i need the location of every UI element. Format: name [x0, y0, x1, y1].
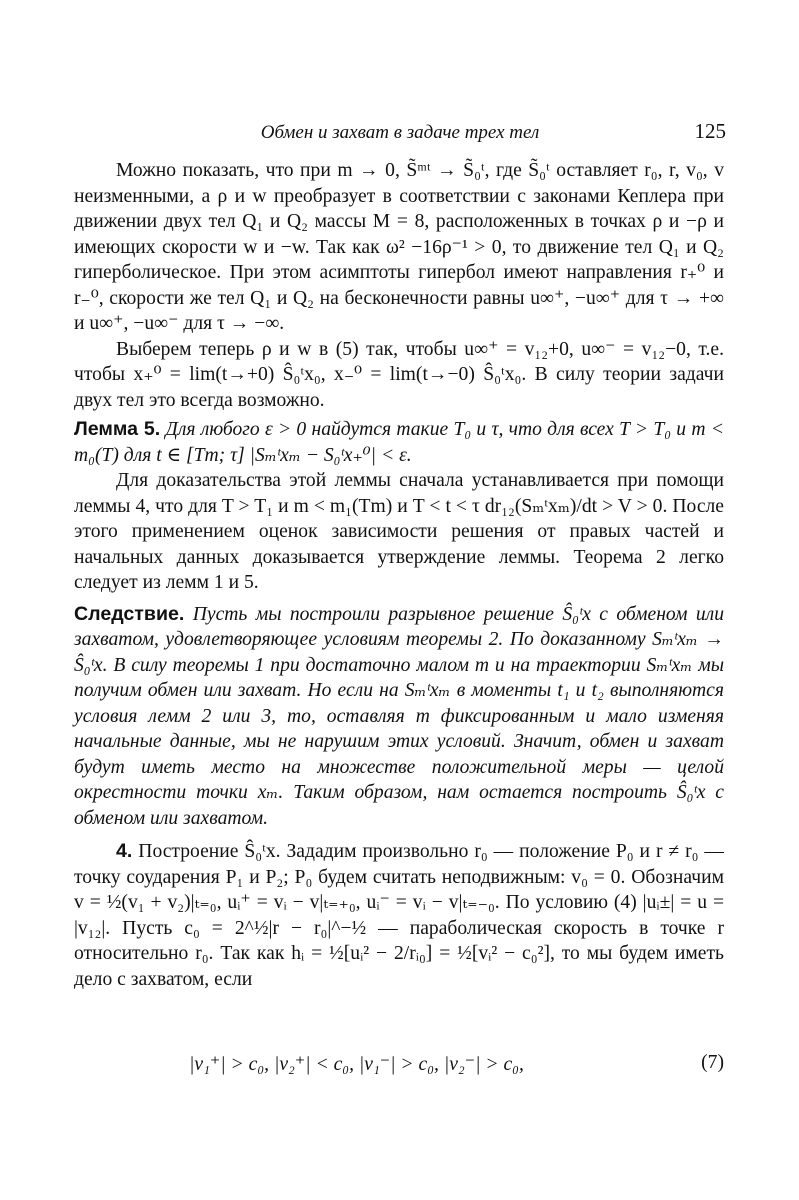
paragraph-choice: Выберем теперь ρ и w в (5) так, чтобы u∞⁺ = v₁₂+0, u∞⁻ = v₁₂−0, т.е. чтобы x₊⁰ = lim(t→+0) Ŝ₀ᵗx₀, x₋⁰ = lim(t→−0) Ŝ₀ᵗx₀. В силу теории задачи двух тел это всегда возможно.	[74, 338, 724, 411]
page-body	[74, 158, 724, 992]
running-title: Обмен и захват в задаче трех тел	[260, 122, 540, 143]
corollary-label: Следствие.	[74, 602, 185, 625]
equation-number: (7)	[701, 1052, 724, 1073]
paragraph-kepler: Можно показать, что при m → 0, S̃ᵐᵗ → S̃₀ᵗ, где S̃₀ᵗ оставляет r₀, r, v₀, v неизменными, а ρ и w преобразует в соответствии с законами Кеплера при движении двух тел Q₁ и Q₂ массы M = 8, расположенных в точках ρ и −ρ и имеющих скорости w и −w. Так как ω² −16ρ⁻¹ > 0, то движение тел Q₁ и Q₂ гиперболическое. При этом асимптоты гипербол имеют направления r₊⁰ и r₋⁰, скорости же тел Q₁ и Q₂ на бесконечности равны u∞⁺, −u∞⁺ для τ → +∞ и u∞⁺, −u∞⁻ для τ → −∞.	[74, 160, 724, 334]
section-4-text: Построение Ŝ₀ᵗx. Зададим произвольно r₀ — положение P₀ и r ≠ r₀ — точку соударения P₁ и P₂; P₀ будем считать неподвижным: v₀ = 0. Обозначим v = ½(v₁ + v₂)|ₜ₌₀, uᵢ⁺ = vᵢ − v|ₜ₌₊₀, uᵢ⁻ = vᵢ − v|ₜ₌₋₀. По условию (4) |uᵢ±| = u = |v₁₂|. Пусть c₀ = 2^½|r − r₀|^−½ — параболическая скорость в точке r относительно r₀. Так как hᵢ = ½[uᵢ² − 2/rᵢ₀] = ½[vᵢ² − c₀²], то мы будем иметь дело с захватом, если	[74, 841, 724, 990]
page-header	[74, 118, 726, 148]
corollary-text: Пусть мы построили разрывное решение Ŝ₀ᵗx с обменом или захватом, удовлетворяющее условиям теоремы 2. По доказанному Sₘᵗxₘ → Ŝ₀ᵗx. В силу теоремы 1 при достаточно малом m и на траектории Sₘᵗxₘ мы получим обмен или захват. Но если на Sₘᵗxₘ в моменты t₁ и t₂ выполняются условия лемм 2 или 3, то, оставляя m фиксированным и мало изменяя начальные данные, мы не нарушим этих условий. Значит, обмен и захват будут иметь место на множестве положительной меры — целой окрестности точки xₘ. Таким образом, нам остается построить Ŝ₀ᵗx с обменом или захватом.	[74, 603, 724, 829]
paragraph-proof: Для доказательства этой леммы сначала устанавливается при помощи леммы 4, что для T > T₁ и m < m₁(Tm) и T < t < τ dr₁₂(Sₘᵗxₘ)/dt > V > 0. После этого применением оценок зависимости решения от правых частей и начальных данных доказывается утверждение леммы. Теорема 2 легко следует из лемм 1 и 5.	[74, 470, 724, 593]
equation-body: |v₁⁺| > c₀, |v₂⁺| < c₀, |v₁⁻| > c₀, |v₂⁻| > c₀,	[189, 1054, 524, 1075]
section-gap	[74, 831, 724, 839]
lemma-text: Для любого ε > 0 найдутся такие T₀ и τ, что для всех T > T₀ и m < m₀(T) для t ∈ [Tm; τ] |Sₘᵗxₘ − S₀ᵗx₊⁰| < ε.	[74, 419, 724, 466]
equation-7	[74, 1050, 724, 1082]
lemma-5	[74, 417, 724, 468]
page-number: 125	[694, 119, 726, 143]
lemma-label: Лемма 5.	[74, 418, 161, 440]
section-number: 4.	[116, 840, 133, 862]
section-4	[74, 839, 724, 992]
corollary	[74, 602, 724, 832]
